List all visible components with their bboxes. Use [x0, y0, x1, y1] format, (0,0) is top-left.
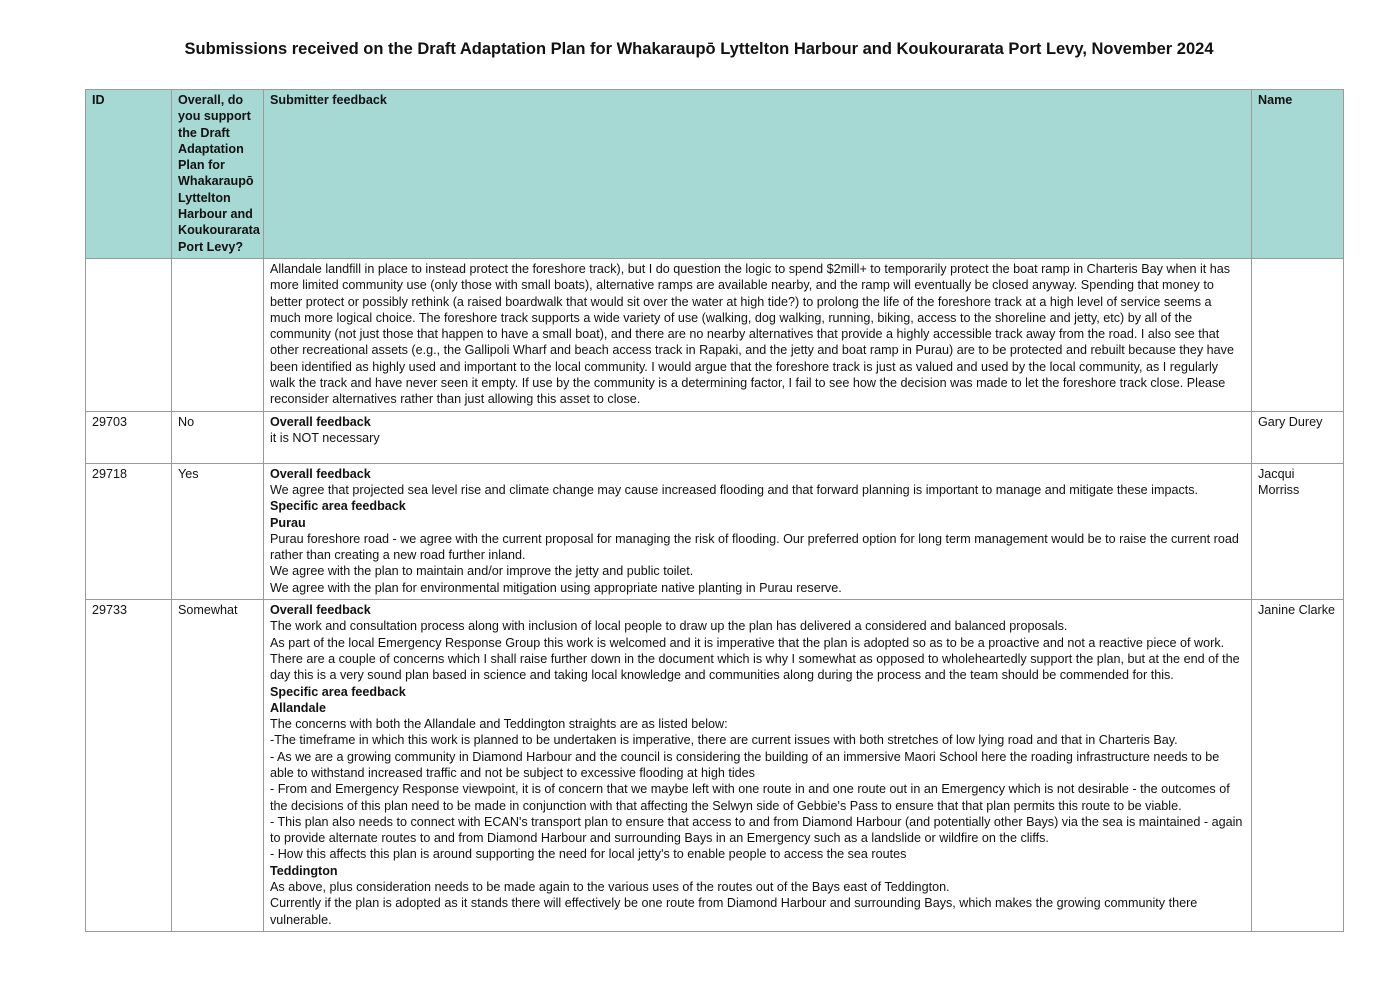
specific-feedback-heading: Specific area feedback	[270, 684, 406, 699]
overall-feedback-line: There are a couple of concerns which I shall raise further down in the document which is why I somewhat as opposed to wholeheartedly support the plan, but at the end of the day this is a very sound plan based in science and taking local knowledge and communities along during the process and the team should be commended for this.	[270, 651, 1240, 683]
area-feedback-line: Purau foreshore road - we agree with the current proposal for managing the risk of flooding. Our preferred option for long term management would be to raise the current road rather than creating a new road further inland.	[270, 531, 1239, 563]
overall-feedback-text: it is NOT necessary	[270, 430, 380, 445]
cell-name: Gary Durey	[1252, 411, 1344, 463]
area-feedback-line: Currently if the plan is adopted as it stands there will effectively be one route from Diamond Harbour and surrounding Bays, which makes the growing community there vulnerable.	[270, 896, 1198, 927]
cell-feedback	[264, 463, 1252, 599]
header-id: ID	[86, 90, 172, 259]
table-row	[86, 258, 1344, 411]
cell-feedback	[264, 258, 1252, 411]
overall-feedback-text: We agree that projected sea level rise and climate change may cause increased flooding and that forward planning is important to manage and mitigate these impacts.	[270, 482, 1199, 497]
submissions-table	[85, 89, 1344, 932]
cell-support: No	[172, 411, 264, 463]
area-feedback-line: - This plan also needs to connect with ECAN's transport plan to ensure that access to and from Diamond Harbour (and potentially other Bays) via the sea is maintained - again to provide alternate routes to and from Diamond Harbour and surrounding Bays in an Emergency such as a landslide or wildfire on the cliffs.	[270, 814, 1243, 846]
area-feedback-line: - As we are a growing community in Diamond Harbour and the council is considering the building of an immersive Maori School here the roading infrastructure needs to be able to withstand increased traffic and not be subject to excessive flooding at high tides	[270, 749, 1220, 780]
overall-feedback-heading: Overall feedback	[270, 603, 371, 618]
table-header-row	[86, 90, 1344, 259]
area-feedback-line: We agree with the plan for environmental mitigation using appropriate native planting in Purau reserve.	[270, 580, 842, 595]
cell-name: Jacqui Morriss	[1252, 463, 1344, 599]
table-row	[86, 600, 1344, 932]
header-name: Name	[1252, 90, 1344, 259]
area-feedback-line: - How this affects this plan is around supporting the need for local jetty's to enable people to access the sea routes	[270, 847, 907, 862]
area-feedback-line: The concerns with both the Allandale and Teddington straights are as listed below:	[270, 717, 728, 732]
area-feedback-line: We agree with the plan to maintain and/or improve the jetty and public toilet.	[270, 564, 694, 579]
cell-feedback	[264, 411, 1252, 463]
header-support: Overall, do you support the Draft Adaptation Plan for Whakaraupō Lyttelton Harbour and Koukourarata Port Levy?	[172, 90, 264, 259]
area-heading-teddington: Teddington	[270, 863, 338, 878]
overall-feedback-line: The work and consultation process along with inclusion of local people to draw up the plan has delivered a considered and balanced proposals.	[270, 619, 1068, 634]
header-feedback: Submitter feedback	[264, 90, 1252, 259]
cell-support: Yes	[172, 463, 264, 599]
cell-support: Somewhat	[172, 600, 264, 932]
cell-id: 29733	[86, 600, 172, 932]
cell-name: Janine Clarke	[1252, 600, 1344, 932]
cell-id: 29703	[86, 411, 172, 463]
cell-feedback	[264, 600, 1252, 932]
page-title: Submissions received on the Draft Adaptation Plan for Whakaraupō Lyttelton Harbour and Koukourarata Port Levy, November 2024	[184, 40, 1214, 58]
overall-feedback-line: As part of the local Emergency Response Group this work is welcomed and it is imperative that the plan is adopted so as to be a proactive and not a reactive piece of work.	[270, 635, 1225, 650]
table-row	[86, 411, 1344, 463]
overall-feedback-heading: Overall feedback	[270, 466, 371, 481]
cell-support	[172, 258, 264, 411]
overall-feedback-heading: Overall feedback	[270, 414, 371, 429]
specific-feedback-heading: Specific area feedback	[270, 499, 406, 514]
table-row	[86, 463, 1344, 599]
area-heading-purau: Purau	[270, 515, 306, 530]
cell-id	[86, 258, 172, 411]
cell-id: 29718	[86, 463, 172, 599]
area-heading-allandale: Allandale	[270, 700, 326, 715]
area-feedback-line: -The timeframe in which this work is planned to be undertaken is imperative, there are current issues with both stretches of low lying road and that in Charteris Bay.	[270, 733, 1178, 748]
area-feedback-line: As above, plus consideration needs to be made again to the various uses of the routes out of the Bays east of Teddington.	[270, 880, 950, 895]
area-feedback-line: - From and Emergency Response viewpoint, it is of concern that we maybe left with one route in and one route out in an Emergency which is not desirable - the outcomes of the decisions of this plan need to be made in conjunction with that affecting the Selwyn side of Gebbie's Pass to ensure that that plan permits this route to be viable.	[270, 782, 1230, 813]
cell-name	[1252, 258, 1344, 411]
feedback-text: Allandale landfill in place to instead protect the foreshore track), but I do question the logic to spend $2mill+ to temporarily protect the boat ramp in Charteris Bay when it has more limited community use (only those with small boats), alternative ramps are available nearby, and the ramp will eventually be closed anyway. Spending that money to better protect or possibly rethink (a raised boardwalk that would sit over the water at high tide?) to prolong the life of the foreshore track at a high level of service seems a much more logical choice. The foreshore track supports a wide variety of use (walking, dog walking, running, biking, access to the shoreline and jetty, etc) by all of the community (not just those that happen to have a small boat), and there are no nearby alternatives that provide a highly accessible track away from the road. I also see that other recreational assets (e.g., the Gallipoli Wharf and beach access track in Rapaki, and the jetty and boat ramp in Purau) are to be protected and rebuilt because they have been identified as highly used and important to the local community. I would argue that the foreshore track is just as valued and used by the local community, as I regularly walk the track and have never seen it empty. If use by the community is a determining factor, I fail to see how the decision was made to let the foreshore track close. Please reconsider alternatives rather than just allowing this asset to close.	[270, 261, 1234, 407]
